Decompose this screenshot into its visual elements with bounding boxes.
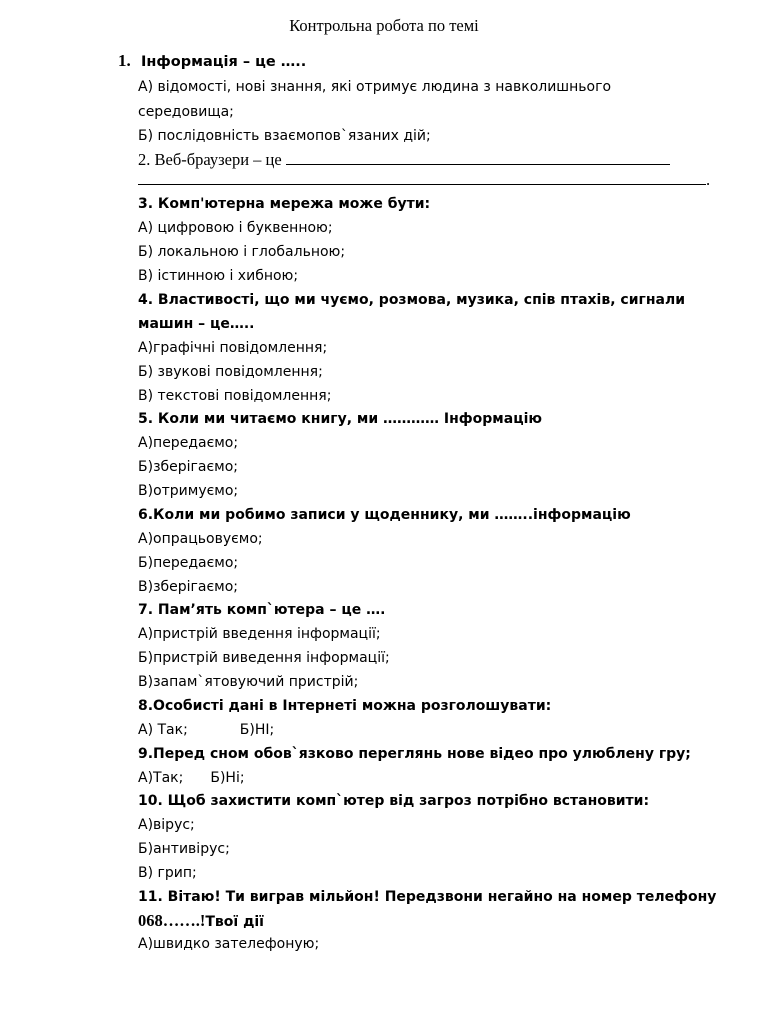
question-1 <box>118 52 306 71</box>
q1-option-b: Б) послідовність взаємопов`язаних дій; <box>138 128 431 144</box>
question-4-line1: 4. Властивості, що ми чуємо, розмова, музика, спів птахів, сигнали <box>138 292 686 308</box>
page-title: Контрольна робота по темі <box>289 16 479 35</box>
q7-option-a: А)пристрій введення інформації; <box>138 626 381 642</box>
question-11-line2 <box>138 912 264 931</box>
q6-option-b: Б)передаємо; <box>138 555 239 571</box>
answer-blank-line-1 <box>286 150 670 165</box>
question-2 <box>138 150 670 169</box>
q4-option-b: Б) звукові повідомлення; <box>138 364 323 380</box>
q6-option-a: А)опрацьовуємо; <box>138 531 263 547</box>
question-11-prompt: Твої дії <box>205 914 264 930</box>
q3-option-c: В) істинною і хибною; <box>138 268 299 284</box>
question-6: 6.Коли ми робимо записи у щоденнику, ми ……..інформацію <box>138 507 631 523</box>
q10-option-c: В) грип; <box>138 865 197 881</box>
question-10: 10. Щоб захистити комп`ютер від загроз потрібно встановити: <box>138 793 650 809</box>
question-7: 7. Пам’ять комп`ютера – це …. <box>138 602 386 618</box>
question-11-line1: 11. Вітаю! Ти виграв мільйон! Передзвони негайно на номер телефону <box>138 889 717 905</box>
question-5: 5. Коли ми читаємо книгу, ми ………… Інформацію <box>138 411 542 427</box>
q4-option-c: В) текстові повідомлення; <box>138 388 332 404</box>
q9-option-b: Б)Ні; <box>210 770 245 786</box>
q6-option-c: В)зберігаємо; <box>138 579 238 595</box>
q5-option-a: А)передаємо; <box>138 435 239 451</box>
q10-option-a: А)вірус; <box>138 817 195 833</box>
question-1-text: Інформація – це ….. <box>141 54 307 70</box>
question-2-continuation <box>138 170 710 189</box>
q9-options <box>138 769 245 787</box>
q3-option-a: А) цифровою і буквенною; <box>138 220 333 236</box>
q8-option-a: А) Так; <box>138 722 188 738</box>
q1-option-a-line1: А) відомості, нові знання, які отримує людина з навколишнього <box>138 79 612 95</box>
q4-option-a: А)графічні повідомлення; <box>138 340 328 356</box>
q8-option-b: Б)НІ; <box>239 722 275 738</box>
question-4-line2: машин – це….. <box>138 316 255 332</box>
q1-option-a-line2: середовища; <box>138 104 234 120</box>
question-9: 9.Перед сном обов`язково переглянь нове відео про улюблену гру; <box>138 746 691 762</box>
q9-option-a: А)Так; <box>138 770 184 786</box>
question-8: 8.Особисті дані в Інтернеті можна розголошувати: <box>138 698 552 714</box>
q11-option-a: А)швидко зателефоную; <box>138 936 320 952</box>
question-1-number: 1. <box>118 51 131 70</box>
q10-option-b: Б)антивірус; <box>138 841 230 857</box>
question-2-text: 2. Веб-браузери – це <box>138 150 282 169</box>
q3-option-b: Б) локальною і глобальною; <box>138 244 346 260</box>
question-3: 3. Комп'ютерна мережа може бути: <box>138 196 431 212</box>
q7-option-c: В)запам`ятовуючий пристрій; <box>138 674 359 690</box>
q5-option-c: В)отримуємо; <box>138 483 239 499</box>
q5-option-b: Б)зберігаємо; <box>138 459 238 475</box>
q8-options <box>138 721 274 739</box>
phone-number: 068…….! <box>138 911 206 930</box>
question-2-end: . <box>706 170 711 189</box>
q7-option-b: Б)пристрій виведення інформації; <box>138 650 390 666</box>
answer-blank-line-2 <box>138 170 706 185</box>
